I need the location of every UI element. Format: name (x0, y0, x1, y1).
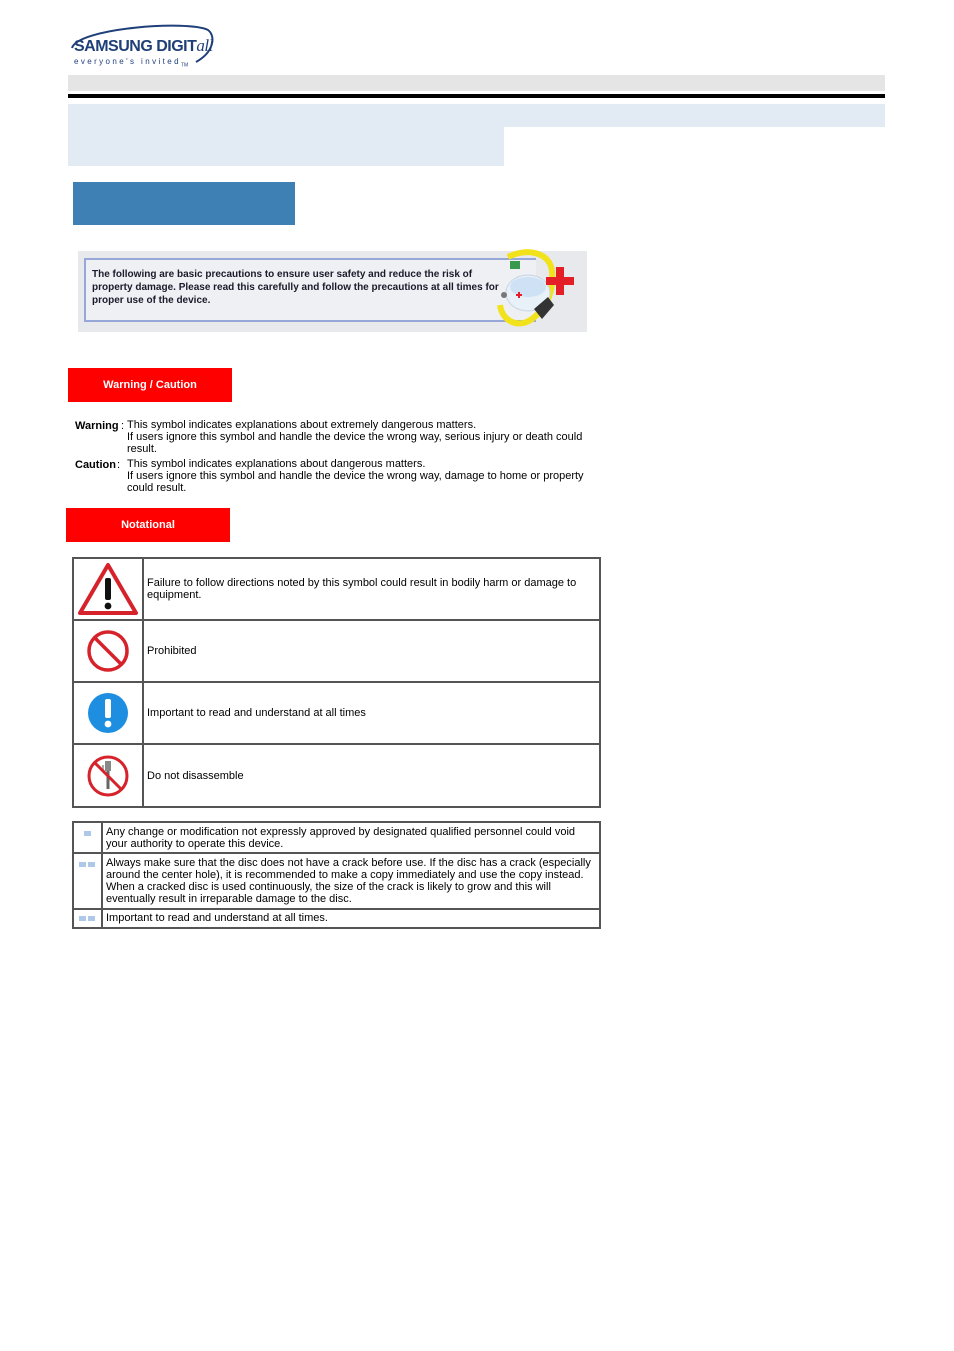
warning-colon: : (121, 420, 125, 432)
page-banner-left (68, 104, 504, 166)
warning-triangle-icon (77, 562, 139, 616)
intro-text: The following are basic precautions to ensure user safety and reduce the risk of property damage. Please read this carefully and follow the precautions at all times for proper use of the device. (92, 269, 499, 306)
note-text: Important to read and understand at all times. (106, 912, 328, 924)
table-row (74, 683, 599, 745)
warning-consequence: If users ignore this symbol and handle the device the wrong way, serious injury or death could result. (127, 431, 583, 455)
table-row (74, 559, 599, 621)
caution-colon: : (117, 459, 121, 471)
note-text: Always make sure that the disc does not have a crack before use. If the disc has a crack (especially around the center hole), it is recommended to make a copy immediately and use the copy instead. When a cracked disc is used continuously, the size of the crack is likely to grow and this will eventually result in irreparable damage to the disc. (106, 857, 591, 905)
table-row (74, 910, 599, 927)
first-aid-illustration-icon (488, 249, 588, 333)
symbol-description: Do not disassemble (147, 769, 244, 782)
caution-term: Caution (75, 459, 116, 471)
table-row (74, 745, 599, 806)
symbol-description: Important to read and understand at all times (147, 707, 366, 719)
important-exclamation-icon (85, 690, 131, 736)
warning-caution-heading: Warning / Caution (68, 368, 232, 402)
logo-wordmark: SAMSUNG DIGITall (74, 36, 213, 55)
notational-heading: Notational (66, 508, 230, 542)
caution-description: This symbol indicates explanations about dangerous matters. (127, 458, 426, 470)
symbol-description: Prohibited (147, 645, 197, 657)
table-row (74, 854, 599, 910)
do-not-disassemble-icon (85, 753, 131, 799)
warning-description: This symbol indicates explanations about extremely dangerous matters. (127, 419, 477, 431)
note-marker-icon (74, 854, 103, 908)
table-row (74, 621, 599, 683)
note-marker-icon (74, 910, 103, 927)
note-marker-icon (74, 823, 103, 852)
header-grey-bar (68, 75, 885, 91)
caution-consequence: If users ignore this symbol and handle the device the wrong way, damage to home or property could result. (127, 470, 584, 494)
prohibited-icon (85, 628, 131, 674)
samsung-digitall-logo (68, 22, 218, 72)
warning-term: Warning (75, 420, 119, 432)
section-title-block (73, 182, 295, 225)
page-banner-notch (504, 127, 885, 167)
symbol-description: Failure to follow directions noted by this symbol could result in bodily harm or damage to equipment. (147, 577, 577, 601)
note-text: Any change or modification not expressly approved by designated qualified personnel could void your authority to operate this device. (106, 826, 576, 850)
symbol-table (72, 557, 601, 808)
logo-tagline: everyone's invited$_{TM}$ (74, 57, 189, 69)
table-row (74, 823, 599, 854)
header-divider (68, 94, 885, 98)
notes-table (72, 821, 601, 929)
